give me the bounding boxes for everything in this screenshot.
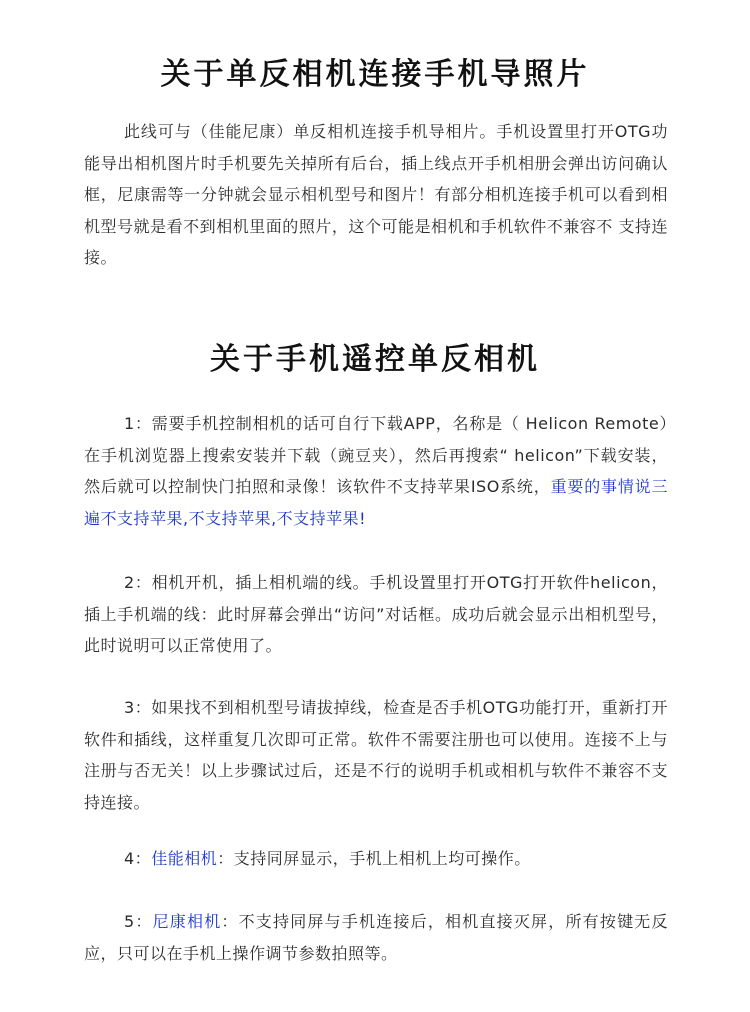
step5-brand: 尼康相机 xyxy=(152,912,222,931)
step1-text: 1：需要手机控制相机的话可自行下载APP，名称是（ Helicon Remote）在手机浏览器上搜索安装并下载（豌豆夹），然后再搜索“ helicon”下载安装，然后就可以控制快门拍照和录像！该软件不支持苹果ISO系统， xyxy=(84,414,668,496)
step4-text: ：支持同屏显示，手机上相机上均可操作。 xyxy=(217,849,531,868)
step5-paragraph xyxy=(84,906,668,969)
step4-paragraph xyxy=(84,843,668,875)
step1-highlight: 重要的事情说三遍不支持苹果,不支持苹果,不支持苹果! xyxy=(84,477,668,528)
step1-paragraph xyxy=(84,408,668,534)
section1-body: 此线可与（佳能尼康）单反相机连接手机导相片。手机设置里打开OTG功能导出相机图片时手机要先关掉所有后台，插上线点开手机相册会弹出访问确认框，尼康需等一分钟就会显示相机型号和图片！有部分相机连接手机可以看到相机型号就是看不到相机里面的照片，这个可能是相机和手机软件不兼容不 支持连接。 xyxy=(84,122,668,267)
step5-text: ：不支持同屏与手机连接后，相机直接灭屏，所有按键无反应，只可以在手机上操作调节参数拍照等。 xyxy=(84,912,668,963)
step2-paragraph: 2：相机开机，插上相机端的线。手机设置里打开OTG打开软件helicon，插上手机端的线：此时屏幕会弹出“访问”对话框。成功后就会显示出相机型号，此时说明可以正常使用了。 xyxy=(84,573,668,655)
step4-prefix: 4： xyxy=(124,849,152,868)
step5-prefix: 5： xyxy=(124,912,153,931)
section1-title: 关于单反相机连接手机导照片 xyxy=(160,57,590,92)
step4-brand: 佳能相机 xyxy=(151,849,218,868)
step3-paragraph: 3：如果找不到相机型号请拔掉线，检查是否手机OTG功能打开，重新打开软件和插线，这样重复几次即可正常。软件不需要注册也可以使用。连接不上与注册与否无关！以上步骤试过后，还是不行的说明手机或相机与软件不兼容不支持连接。 xyxy=(84,698,668,812)
section2-title: 关于手机遥控单反相机 xyxy=(210,342,540,377)
